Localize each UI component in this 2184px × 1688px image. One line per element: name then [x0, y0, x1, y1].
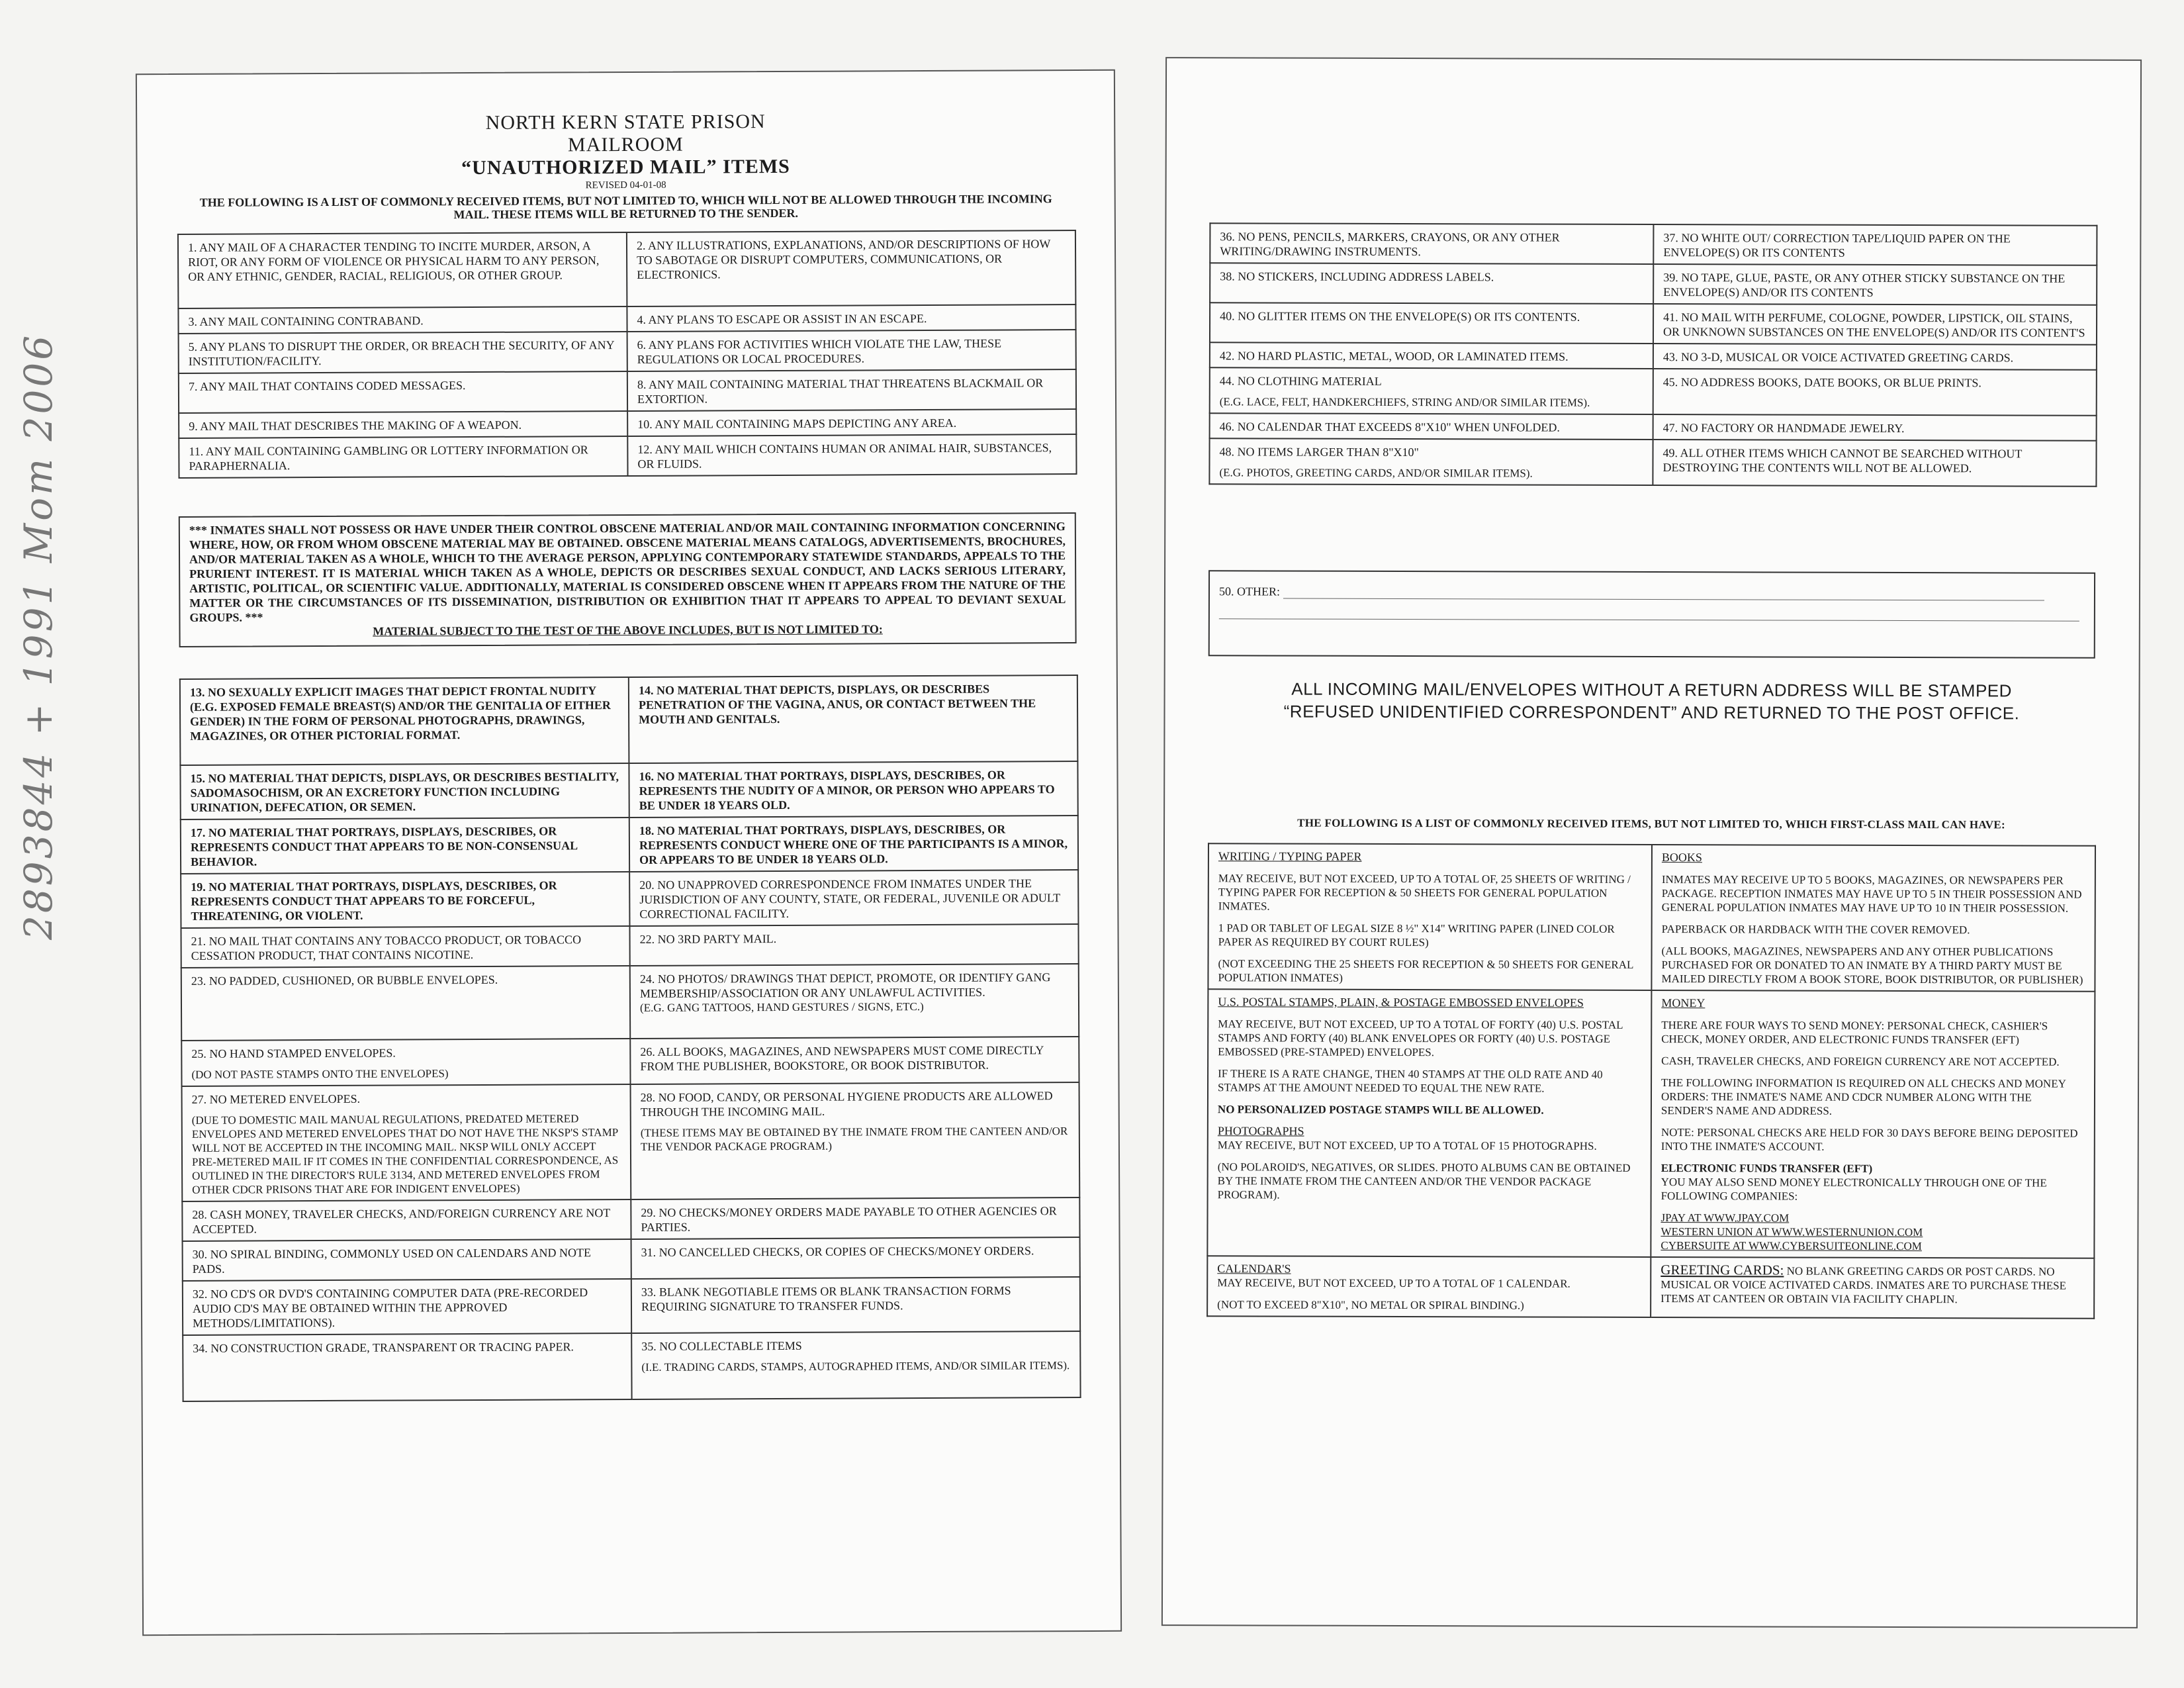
item-9: 9. ANY MAIL THAT DESCRIBES THE MAKING OF A WEAPON.: [179, 411, 627, 438]
return-address-notice: [1208, 677, 2095, 725]
money-check-hold: NOTE: PERSONAL CHECKS ARE HELD FOR 30 DAYS BEFORE BEING DEPOSITED INTO THE INMATE'S ACCOUNT.: [1661, 1126, 2078, 1153]
item-12: 12. ANY MAIL WHICH CONTAINS HUMAN OR ANIMAL HAIR, SUBSTANCES, OR FLUIDS.: [627, 434, 1076, 476]
unauthorized-items-table-b: [179, 675, 1081, 1402]
item-25-text: 25. NO HAND STAMPED ENVELOPES.: [191, 1046, 396, 1060]
books-limit: INMATES MAY RECEIVE UP TO 5 BOOKS, MAGAZINES, OR NEWSPAPERS PER PACKAGE. RECEPTION INMATES MAY HAVE UP TO 5 IN THEIR POSSESSION AND GENERAL POPULATION INMATES MAY HAVE UP TO 10 IN THEIR POSSESSION.: [1661, 873, 2082, 915]
money-not-accepted: CASH, TRAVELER CHECKS, AND FOREIGN CURRENCY ARE NOT ACCEPTED.: [1661, 1055, 2060, 1068]
item-28-note: (THESE ITEMS MAY BE OBTAINED BY THE INMATE FROM THE CANTEEN AND/OR THE VENDOR PACKAGE PROGRAM.): [640, 1125, 1068, 1153]
eft-western-union-link[interactable]: WESTERN UNION AT WWW.WESTERNUNION.COM: [1661, 1225, 1923, 1239]
right-page: [1161, 57, 2142, 1628]
item-34: 34. NO CONSTRUCTION GRADE, TRANSPARENT OR TRACING PAPER.: [183, 1333, 631, 1401]
item-50-label: 50. OTHER:: [1218, 585, 1281, 598]
document-title: “UNAUTHORIZED MAIL” ITEMS: [461, 155, 790, 179]
calendar-note: (NOT TO EXCEED 8"X10", NO METAL OR SPIRAL BINDING.): [1217, 1298, 1524, 1312]
left-page: [136, 70, 1122, 1636]
greeting-cards-text: NO BLANK GREETING CARDS OR POST CARDS. NO MUSICAL OR VOICE ACTIVATED CARDS. INMATES ARE TO PURCHASE THESE ITEMS AT CANTEEN OR OBTAIN VIA FACILITY CHAPLIN.: [1661, 1264, 2066, 1306]
stamps-rate-change: IF THERE IS A RATE CHANGE, THEN 40 STAMPS AT THE OLD RATE AND 40 STAMPS AT THE AMOUNT NEEDED TO EQUAL THE NEW RATE.: [1218, 1067, 1603, 1095]
item-27-text: 27. NO METERED ENVELOPES.: [191, 1092, 361, 1106]
allowed-items-intro: THE FOLLOWING IS A LIST OF COMMONLY RECEIVED ITEMS, BUT NOT LIMITED TO, WHICH FIRST-CLASS MAIL CAN HAVE:: [1297, 816, 2006, 831]
item-50-other: [1208, 570, 2095, 659]
item-27: [182, 1084, 631, 1201]
item-38: 38. NO STICKERS, INCLUDING ADDRESS LABELS.: [1210, 263, 1653, 304]
item-40: 40. NO GLITTER ITEMS ON THE ENVELOPE(S) OR ITS CONTENTS.: [1210, 303, 1653, 344]
document-header: [137, 109, 1115, 222]
item-3: 3. ANY MAIL CONTAINING CONTRABAND.: [178, 306, 627, 334]
item-10: 10. ANY MAIL CONTAINING MAPS DEPICTING ANY AREA.: [627, 409, 1076, 436]
writing-paper-section: [1208, 843, 1652, 990]
item-39: 39. NO TAPE, GLUE, PASTE, OR ANY OTHER STICKY SUBSTANCE ON THE ENVELOPE(S) AND/OR ITS CONTENTS: [1653, 264, 2097, 305]
calendar-section: [1207, 1256, 1651, 1317]
item-23: 23. NO PADDED, CUSHIONED, OR BUBBLE ENVELOPES.: [181, 966, 630, 1041]
item-37: 37. NO WHITE OUT/ CORRECTION TAPE/LIQUID PAPER ON THE ENVELOPE(S) OR ITS CONTENTS: [1653, 224, 2097, 265]
eft-description: YOU MAY ALSO SEND MONEY ELECTRONICALLY THROUGH ONE OF THE FOLLOWING COMPANIES:: [1661, 1176, 2047, 1203]
item-45: 45. NO ADDRESS BOOKS, DATE BOOKS, OR BLUE PRINTS.: [1653, 369, 2097, 416]
writing-paper-title: WRITING / TYPING PAPER: [1218, 849, 1362, 863]
item-44: [1210, 367, 1653, 414]
item-15: 15. NO MATERIAL THAT DEPICTS, DISPLAYS, OR DESCRIBES BESTIALITY, SADOMASOCHISM, OR AN EXCRETORY FUNCTION INCLUDING URINATION, DEFECATION, OR SEMEN.: [180, 763, 629, 820]
item-42: 42. NO HARD PLASTIC, METAL, WOOD, OR LAMINATED ITEMS.: [1210, 342, 1653, 369]
item-28-text: 28. NO FOOD, CANDY, OR PERSONAL HYGIENE PRODUCTS ARE ALLOWED THROUGH THE INCOMING MAIL.: [640, 1089, 1053, 1119]
books-section: [1651, 845, 2095, 992]
item-1: 1. ANY MAIL OF A CHARACTER TENDING TO INCITE MURDER, ARSON, A RIOT, OR ANY FORM OF VIOLENCE OR PHYSICAL HARM TO ANY PERSON, OR ANY ETHNIC, GENDER, RACIAL, RELIGIOUS, OR OTHER GROUP.: [178, 232, 627, 308]
item-11: 11. ANY MAIL CONTAINING GAMBLING OR LOTTERY INFORMATION OR PARAPHERNALIA.: [179, 436, 627, 478]
photographs-title: PHOTOGRAPHS: [1217, 1124, 1304, 1138]
item-25-note: (DO NOT PASTE STAMPS ONTO THE ENVELOPES): [191, 1067, 449, 1081]
allowed-items-table: [1206, 843, 2096, 1319]
writing-paper-note: (NOT EXCEEDING THE 25 SHEETS FOR RECEPTION & 50 SHEETS FOR GENERAL POPULATION INMATES): [1218, 957, 1633, 984]
stamps-title: U.S. POSTAL STAMPS, PLAIN, & POSTAGE EMBOSSED ENVELOPES: [1218, 995, 1584, 1009]
item-19: 19. NO MATERIAL THAT PORTRAYS, DISPLAYS, DESCRIBES, OR REPRESENTS CONDUCT THAT APPEARS TO BE FORCEFUL, THREATENING, OR VIOLENT.: [181, 872, 629, 928]
revision-date: REVISED 04-01-08: [585, 179, 666, 191]
item-24-note: (E.G. GANG TATTOOS, HAND GESTURES / SIGNS, ETC.): [639, 1000, 924, 1014]
item-21: 21. NO MAIL THAT CONTAINS ANY TOBACCO PRODUCT, OR TOBACCO CESSATION PRODUCT, THAT CONTAINS NICOTINE.: [181, 926, 629, 968]
item-30: 30. NO SPIRAL BINDING, COMMONLY USED ON CALENDARS AND NOTE PADS.: [183, 1239, 631, 1281]
item-22: 22. NO 3RD PARTY MAIL.: [629, 924, 1078, 966]
calendar-limit: MAY RECEIVE, BUT NOT EXCEED, UP TO A TOTAL OF 1 CALENDAR.: [1217, 1276, 1570, 1290]
item-7: 7. ANY MAIL THAT CONTAINS CODED MESSAGES.: [179, 371, 627, 413]
item-4: 4. ANY PLANS TO ESCAPE OR ASSIST IN AN ESCAPE.: [627, 305, 1075, 332]
item-2: 2. ANY ILLUSTRATIONS, EXPLANATIONS, AND/OR DESCRIPTIONS OF HOW TO SABOTAGE OR DISRUPT COMPUTERS, COMMUNICATIONS, OR ELECTRONICS.: [627, 230, 1075, 306]
item-16: 16. NO MATERIAL THAT PORTRAYS, DISPLAYS, DESCRIBES, OR REPRESENTS THE NUDITY OF A MINOR, OR PERSON WHO APPEARS TO BE UNDER 18 YEARS OLD.: [629, 761, 1077, 818]
item-41: 41. NO MAIL WITH PERFUME, COLOGNE, POWDER, LIPSTICK, OIL STAINS, OR UNKNOWN SUBSTANCES ON THE ENVELOPE(S) AND/OR ITS CONTENT'S: [1653, 304, 2097, 345]
item-49: 49. ALL OTHER ITEMS WHICH CANNOT BE SEARCHED WITHOUT DESTROYING THE CONTENTS WILL NOT BE ALLOWED.: [1653, 440, 2096, 487]
item-44-text: 44. NO CLOTHING MATERIAL: [1219, 374, 1382, 388]
item-48-text: 48. NO ITEMS LARGER THAN 8"X10": [1219, 445, 1419, 459]
unauthorized-intro: THE FOLLOWING IS A LIST OF COMMONLY RECEIVED ITEMS, BUT NOT LIMITED TO, WHICH WILL NOT BE ALLOWED THROUGH THE INCOMING MAIL. THESE ITEMS WILL BE RETURNED TO THE SENDER.: [199, 192, 1052, 222]
item-13: 13. NO SEXUALLY EXPLICIT IMAGES THAT DEPICT FRONTAL NUDITY (E.G. EXPOSED FEMALE BREAST(S) AND/OR THE GENITALIA OF EITHER GENDER) IN THE FORM OF PERSONAL PHOTOGRAPHS, DRAWINGS, MAGAZINES, OR OTHER PICTORIAL FORMAT.: [180, 677, 629, 765]
unauthorized-items-table-a: [177, 230, 1077, 479]
prison-name: NORTH KERN STATE PRISON: [485, 111, 766, 134]
greeting-cards-title: GREETING CARDS:: [1661, 1262, 1784, 1278]
item-31: 31. NO CANCELLED CHECKS, OR COPIES OF CHECKS/MONEY ORDERS.: [631, 1237, 1080, 1279]
item-48: [1209, 438, 1653, 485]
return-address-notice-line-2: “REFUSED UNIDENTIFIED CORRESPONDENT” AND RETURNED TO THE POST OFFICE.: [1283, 701, 2020, 724]
eft-jpay-link[interactable]: JPAY AT WWW.JPAY.COM: [1661, 1211, 1790, 1225]
return-address-notice-line-1: ALL INCOMING MAIL/ENVELOPES WITHOUT A RETURN ADDRESS WILL BE STAMPED: [1291, 679, 2012, 701]
department-name: MAILROOM: [567, 133, 684, 156]
obscene-definition: *** INMATES SHALL NOT POSSESS OR HAVE UNDER THEIR CONTROL OBSCENE MATERIAL AND/OR MAIL CONTAINING INFORMATION CONCERNING WHERE, HOW, OR FROM WHOM OBSCENE MATERIAL MAY BE OBTAINED. OBSCENE MATERIAL MEANS CATALOGS, ADVERTISEMENTS, BROCHURES, AND/OR MATERIAL TAKEN AS A WHOLE, WHICH TO THE AVERAGE PERSON, APPLYING CONTEMPORARY STATEWIDE STANDARDS, APPEALS TO THE PRURIENT INTEREST. IT IS MATERIAL WHICH TAKEN AS A WHOLE, DEPICTS OR DESCRIBES SEXUAL CONDUCT, AND LACKS SERIOUS LITERARY, ARTISTIC, POLITICAL, OR SCIENTIFIC VALUE. ADDITIONALLY, MATERIAL IS CONSIDERED OBSCENE WHEN IT APPEARS FROM THE NATURE OF THE MATTER OR THE CIRCUMSTANCES OF ITS DISSEMINATION, DISTRIBUTION OR EXHIBITION THAT IT APPEARS TO APPEAL TO DEVIANT SEXUAL GROUPS. ***: [189, 520, 1066, 624]
obscene-material-notice: [179, 512, 1077, 647]
item-17: 17. NO MATERIAL THAT PORTRAYS, DISPLAYS, DESCRIBES, OR REPRESENTS CONDUCT THAT APPEARS TO BE NON-CONSENSUAL BEHAVIOR.: [181, 818, 629, 874]
item-24: [630, 964, 1079, 1039]
item-46: 46. NO CALENDAR THAT EXCEEDS 8"X10" WHEN UNFOLDED.: [1210, 413, 1653, 440]
item-36: 36. NO PENS, PENCILS, MARKERS, CRAYONS, OR ANY OTHER WRITING/DRAWING INSTRUMENTS.: [1210, 223, 1653, 264]
photographs-limit: MAY RECEIVE, BUT NOT EXCEED, UP TO A TOTAL OF 15 PHOTOGRAPHS.: [1217, 1139, 1597, 1152]
other-blank-line: [1283, 586, 2044, 601]
books-source: (ALL BOOKS, MAGAZINES, NEWSPAPERS AND ANY OTHER PUBLICATIONS PURCHASED FOR OR DONATED TO AN INMATE BY A THIRD PARTY MUST BE MAILED DIRECTLY FROM A BOOK STORE, BOOK DISTRIBUTOR, OR PUBLISHER): [1661, 945, 2083, 986]
item-24-text: 24. NO PHOTOS/ DRAWINGS THAT DEPICT, PROMOTE, OR IDENTIFY GANG MEMBERSHIP/ASSOCIATION OR ANY UNLAWFUL ACTIVITIES.: [639, 970, 1051, 1000]
item-14: 14. NO MATERIAL THAT DEPICTS, DISPLAYS, OR DESCRIBES PENETRATION OF THE VAGINA, ANUS, OR CONTACT BETWEEN THE MOUTH AND GENITALS.: [629, 675, 1078, 763]
calendar-title: CALENDAR'S: [1217, 1262, 1291, 1276]
eft-cybersuite-link[interactable]: CYBERSUITE AT WWW.CYBERSUITEONLINE.COM: [1661, 1239, 1922, 1253]
writing-paper-legal-pad: 1 PAD OR TABLET OF LEGAL SIZE 8 ½" X14" WRITING PAPER (LINED COLOR PAPER AS REQUIRED BY COURT RULES): [1218, 921, 1615, 949]
item-27-note: (DUE TO DOMESTIC MAIL MANUAL REGULATIONS, PREDATED METERED ENVELOPES AND METERED ENVELOPES THAT DO NOT HAVE THE NKSP'S STAMP WILL NOT BE ACCEPTED IN THE INCOMING MAIL. NKSP WILL ONLY ACCEPT PRE-METERED MAIL IF IT COMES IN THE CONFIDENTIAL CORRESPONDENCE, AS OUTLINED IN THE DIRECTOR'S RULE 3134, AND METERED ENVELOPES FROM OTHER CDCR PRISONS THAT ARE FOR INDIGENT ENVELOPES): [191, 1112, 619, 1196]
item-35: [631, 1331, 1080, 1399]
item-32: 32. NO CD'S OR DVD'S CONTAINING COMPUTER DATA (PRE-RECORDED AUDIO CD'S MAY BE OBTAINED WITHIN THE APPROVED METHODS/LIMITATIONS).: [183, 1279, 631, 1335]
item-26: 26. ALL BOOKS, MAGAZINES, AND NEWSPAPERS MUST COME DIRECTLY FROM THE PUBLISHER, BOOKSTORE, OR BOOK DISTRIBUTOR.: [630, 1037, 1079, 1084]
item-47: 47. NO FACTORY OR HANDMADE JEWELRY.: [1653, 414, 2097, 441]
books-title: BOOKS: [1661, 851, 1702, 865]
handwritten-margin-note: 2893844 + 1991 Mom 2006: [16, 332, 61, 940]
item-18: 18. NO MATERIAL THAT PORTRAYS, DISPLAYS, DESCRIBES, OR REPRESENTS CONDUCT WHERE ONE OF THE PARTICIPANTS IS A MINOR, OR APPEARS TO BE UNDER 18 YEARS OLD.: [629, 816, 1078, 872]
obscene-subject-heading: MATERIAL SUBJECT TO THE TEST OF THE ABOVE INCLUDES, BUT IS NOT LIMITED TO:: [373, 622, 883, 638]
item-48-note: (E.G. PHOTOS, GREETING CARDS, AND/OR SIMILAR ITEMS).: [1219, 466, 1533, 480]
item-28: [631, 1082, 1080, 1199]
money-title: MONEY: [1661, 996, 1706, 1010]
unauthorized-items-table-c: [1208, 222, 2097, 487]
item-20: 20. NO UNAPPROVED CORRESPONDENCE FROM INMATES UNDER THE JURISDICTION OF ANY COUNTY, STATE, OR FEDERAL, JUVENILE OR ADULT CORRECTIONAL FACILITY.: [629, 870, 1078, 926]
item-33: 33. BLANK NEGOTIABLE ITEMS OR BLANK TRANSACTION FORMS REQUIRING SIGNATURE TO TRANSFER FUNDS.: [631, 1277, 1080, 1333]
books-cover: PAPERBACK OR HARDBACK WITH THE COVER REMOVED.: [1661, 923, 1970, 937]
stamps-limit: MAY RECEIVE, BUT NOT EXCEED, UP TO A TOTAL OF FORTY (40) U.S. POSTAL STAMPS AND FORTY (40) BLANK ENVELOPES OR FORTY (40) U.S. POSTAGE EMBOSSED (PRE-STAMPED) ENVELOPES.: [1218, 1017, 1623, 1059]
stamps-personalized: NO PERSONALIZED POSTAGE STAMPS WILL BE ALLOWED.: [1217, 1103, 1544, 1117]
item-6: 6. ANY PLANS FOR ACTIVITIES WHICH VIOLATE THE LAW, THESE REGULATIONS OR LOCAL PROCEDURES.: [627, 330, 1076, 371]
item-44-note: (E.G. LACE, FELT, HANDKERCHIEFS, STRING AND/OR SIMILAR ITEMS).: [1219, 395, 1590, 409]
eft-title: ELECTRONIC FUNDS TRANSFER (EFT): [1661, 1162, 1873, 1175]
money-section: [1651, 990, 2095, 1258]
other-blank-line-2: [1219, 617, 2079, 621]
item-43: 43. NO 3-D, MUSICAL OR VOICE ACTIVATED GREETING CARDS.: [1653, 344, 2097, 370]
writing-paper-limit: MAY RECEIVE, BUT NOT EXCEED, UP TO A TOTAL OF, 25 SHEETS OF WRITING / TYPING PAPER FOR RECEPTION & 50 SHEETS FOR GENERAL POPULATION INMATES.: [1218, 872, 1631, 913]
item-8: 8. ANY MAIL CONTAINING MATERIAL THAT THREATENS BLACKMAIL OR EXTORTION.: [627, 369, 1076, 411]
money-required-info: THE FOLLOWING INFORMATION IS REQUIRED ON ALL CHECKS AND MONEY ORDERS: THE INMATE'S NAME AND CDCR NUMBER ALONG WITH THE SENDER'S NAME AND ADDRESS.: [1661, 1076, 2066, 1117]
money-ways: THERE ARE FOUR WAYS TO SEND MONEY: PERSONAL CHECK, CASHIER'S CHECK, MONEY ORDER, AND ELECTRONIC FUNDS TRANSFER (EFT): [1661, 1019, 2048, 1047]
item-28-cash: 28. CASH MONEY, TRAVELER CHECKS, AND/FOREIGN CURRENCY ARE NOT ACCEPTED.: [182, 1199, 631, 1241]
item-35-note: (I.E. TRADING CARDS, STAMPS, AUTOGRAPHED ITEMS, AND/OR SIMILAR ITEMS).: [641, 1359, 1070, 1374]
greeting-cards-section: [1651, 1257, 2094, 1319]
item-5: 5. ANY PLANS TO DISRUPT THE ORDER, OR BREACH THE SECURITY, OF ANY INSTITUTION/FACILITY.: [179, 332, 627, 373]
photographs-note: (NO POLAROID'S, NEGATIVES, OR SLIDES. PHOTO ALBUMS CAN BE OBTAINED BY THE INMATE FROM THE CANTEEN AND/OR THE VENDOR PACKAGE PROGRAM).: [1217, 1160, 1631, 1201]
stamps-section: [1207, 989, 1651, 1257]
item-29: 29. NO CHECKS/MONEY ORDERS MADE PAYABLE TO OTHER AGENCIES OR PARTIES.: [631, 1197, 1079, 1239]
item-35-text: 35. NO COLLECTABLE ITEMS: [641, 1338, 802, 1353]
item-25: [181, 1039, 630, 1086]
